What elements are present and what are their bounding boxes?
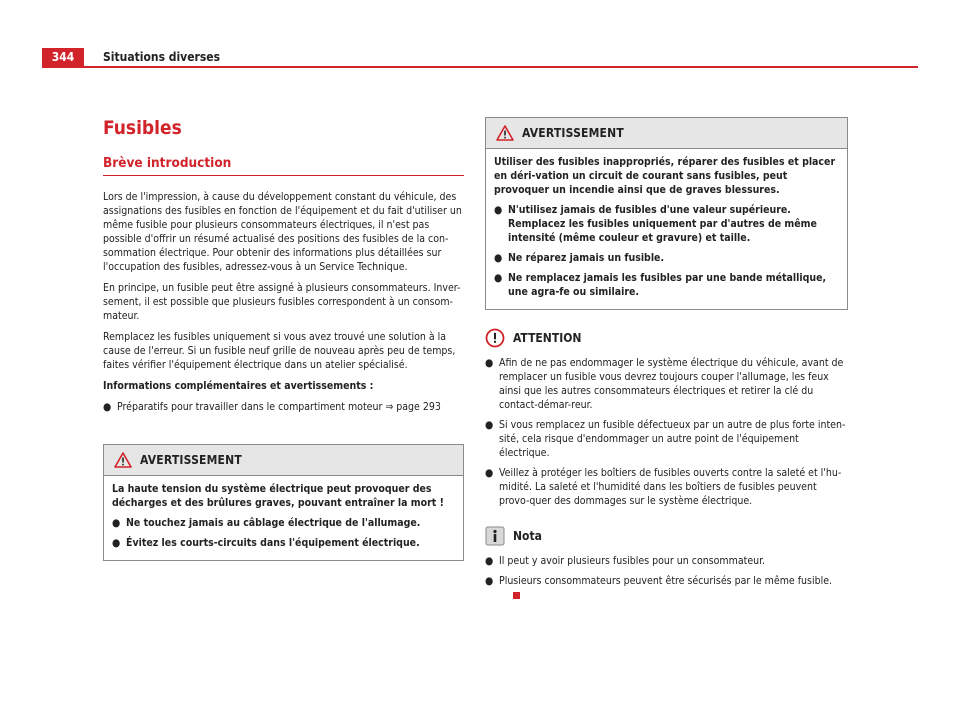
warning-item: Évitez les courts-circuits dans l'équipement électrique.: [126, 537, 420, 549]
bullet-icon: ●: [485, 575, 494, 587]
attention-circle-icon: [485, 328, 505, 348]
list-item: [485, 466, 848, 508]
warning-item: N'utilisez jamais de fusibles d'une valeur supérieure. Remplacez les fusibles uniquement par d'autres de même intensité (même couleur et gravure) et taille.: [508, 204, 817, 244]
list-item: [103, 400, 464, 414]
paragraph: Lors de l'impression, à cause du développement constant du véhicule, des assignations des fusibles en fonction de l'équipement et du fait d'utiliser un même fusible pour plusieurs consommateurs électriques, il n'est pas possible d'offrir un résumé actualisé des positions des fusibles de la con-sommation électrique. Pour obtenir des informations plus détaillées sur l'occupation des fusibles, adressez-vous à un Service Technique.: [103, 191, 462, 273]
bullet-icon: ●: [103, 401, 112, 413]
end-mark-icon: [513, 592, 520, 599]
warning-box: [485, 117, 848, 310]
bullet-icon: ●: [485, 357, 494, 369]
warning-label: AVERTISSEMENT: [140, 453, 242, 467]
info-heading: Informations complémentaires et avertissements :: [103, 380, 374, 392]
section-subtitle: Brève introduction: [103, 154, 464, 176]
list-item: [485, 554, 848, 568]
bullet-icon: ●: [494, 272, 503, 284]
attention-item: Si vous remplacez un fusible défectueux par un autre de plus forte inten-sité, cela risque d'endommager un autre point de l'équipement électrique.: [499, 419, 846, 459]
header-rule: [42, 66, 918, 68]
page-number: 344: [42, 48, 84, 66]
note-item: Il peut y avoir plusieurs fusibles pour un consommateur.: [499, 555, 766, 567]
list-item: [485, 356, 848, 412]
info-note-icon: [485, 526, 505, 546]
bullet-icon: ●: [485, 467, 494, 479]
warning-text: Utiliser des fusibles inappropriés, réparer des fusibles et placer en déri-vation un circuit de courant sans fusibles, peut provoquer un incendie ainsi que de graves blessures.: [494, 156, 836, 196]
attention-item: Veillez à protéger les boîtiers de fusibles ouverts contre la saleté et l'hu-midité. La saleté et l'humidité dans les boîtiers de fusibles peuvent provo-quer des dommages sur le système électrique.: [499, 467, 842, 507]
attention-item: Afin de ne pas endommager le système électrique du véhicule, avant de remplacer un fusible vous devrez toujours couper l'allumage, les feux ainsi que les autres consommateurs électriques et retirer la clé du contact-démar-reur.: [499, 357, 844, 411]
warning-item: Ne remplacez jamais les fusibles par une bande métallique, une agra-fe ou similaire.: [508, 272, 827, 298]
note-header: [485, 526, 848, 546]
bullet-icon: ●: [485, 419, 494, 431]
right-column: [485, 117, 848, 608]
warning-body: [486, 149, 847, 309]
list-item: [494, 251, 839, 265]
bullet-icon: ●: [112, 537, 121, 549]
note-item: Plusieurs consommateurs peuvent être sécurisés par le même fusible.: [499, 575, 833, 587]
warning-box: [103, 444, 464, 561]
list-item: [485, 418, 848, 460]
list-item: [485, 574, 848, 602]
paragraph: En principe, un fusible peut être assigné à plusieurs consommateurs. Inver-sement, il est possible que plusieurs fusibles correspondent à un consom-mateur.: [103, 282, 461, 322]
bullet-icon: ●: [494, 252, 503, 264]
section-title: Situations diverses: [103, 50, 221, 64]
bullet-icon: ●: [485, 555, 494, 567]
warning-triangle-icon: [114, 452, 132, 468]
cross-reference-link[interactable]: Préparatifs pour travailler dans le compartiment moteur ⇒ page 293: [117, 401, 441, 413]
list-item: [494, 203, 839, 245]
warning-text: La haute tension du système électrique peut provoquer des décharges et des brûlures graves, pouvant entraîner la mort !: [112, 483, 444, 509]
warning-triangle-icon: [496, 125, 514, 141]
warning-label: AVERTISSEMENT: [522, 126, 624, 140]
list-item: [112, 536, 455, 550]
bullet-icon: ●: [112, 517, 121, 529]
warning-item: Ne touchez jamais au câblage électrique de l'allumage.: [126, 517, 421, 529]
left-column: [103, 116, 464, 561]
warning-item: Ne réparez jamais un fusible.: [508, 252, 665, 264]
paragraph: Remplacez les fusibles uniquement si vous avez trouvé une solution à la cause de l'erreur. Si un fusible neuf grille de nouveau après peu de temps, faites vérifier l'équipement électrique dans un atelier spécialisé.: [103, 331, 456, 371]
attention-header: [485, 328, 848, 348]
list-item: [494, 271, 839, 299]
list-item: [112, 516, 455, 530]
bullet-icon: ●: [494, 204, 503, 216]
warning-header: [486, 118, 847, 149]
warning-header: [104, 445, 463, 476]
warning-body: [104, 476, 463, 560]
note-label: Nota: [513, 529, 542, 543]
attention-label: ATTENTION: [513, 331, 582, 345]
page-title: Fusibles: [103, 117, 182, 139]
